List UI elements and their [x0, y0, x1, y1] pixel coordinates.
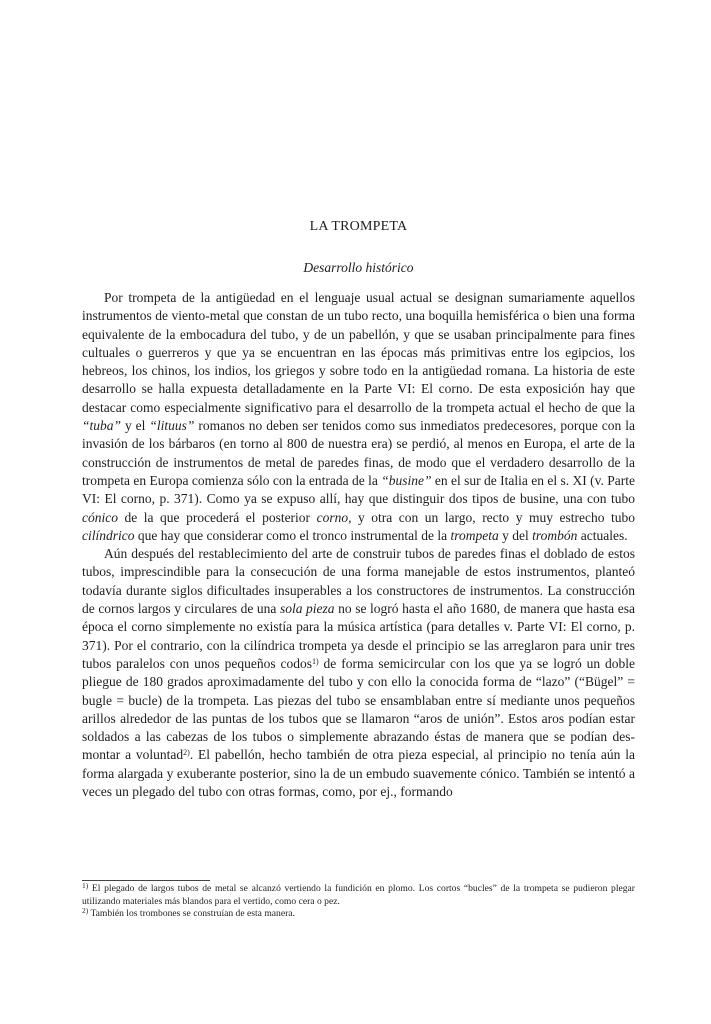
italic-run: sola pieza: [279, 601, 335, 617]
footnote-mark: 1): [82, 881, 89, 890]
text-run: y el: [121, 418, 150, 434]
footnote-text: También los trombones se construían de esta manera.: [90, 908, 295, 920]
text-run: de forma semicircular con los que ya se logró un doble pliegue de 180 grados aproximadamente del tubo y con ello la conocida forma de “lazo” (“Bügel” = bugle = bucle) de la trompeta. Las piezas del tubo se ensamblaban entre sí mediante unos pequeños arillos alrededor de las puntas de los tubos que se llamaron “aros de unión”. Estos aros podían estar soldados a las cabezas de los tubos o simplemente abrazando éstas de manera que se podían desmontar a voluntad: [82, 655, 635, 763]
text-run: . El pabellón, hecho también de otra pieza especial, al principio no tenía aún la forma alargada y exuberante posterior, sino la de un embudo suavemente cónico. También se intentó a veces un plegado del tubo con otras formas, como, por ej., formando: [82, 747, 635, 800]
paragraph: [82, 545, 635, 801]
paragraph: [82, 289, 635, 545]
italic-run: trompeta: [450, 527, 499, 543]
italic-run: trombón: [532, 527, 578, 543]
footnote: [82, 908, 635, 921]
text-run: en el sur de Italia en el s. XI (v. Parte VI: El corno, p. 371). Como ya se expuso allí, hay que distinguir dos tipos de busine, una con tubo: [82, 472, 635, 507]
footnote-divider: [82, 880, 210, 881]
italic-run: “busine”: [381, 472, 432, 488]
section-subtitle: Desarrollo histórico: [303, 260, 414, 275]
footnote-ref: 2): [183, 748, 190, 758]
body-text: [82, 289, 635, 801]
text-run: actuales.: [577, 527, 628, 543]
text-run: que hay que considerar como el tronco instrumental de la: [134, 527, 451, 543]
footnote: [82, 883, 635, 908]
italic-run: “lituus”: [149, 418, 195, 434]
text-run: romanos no deben ser tenidos como sus inmediatos predecesores, porque con la invasión de los bárbaros (en torno al 800 de nuestra era) se perdió, al menos en Europa, el arte de la construcción de instrumentos de metal de paredes finas, de modo que el verdadero desarrollo de la trompeta en Europa comienza sólo con la entrada de la: [82, 418, 635, 488]
italic-run: corno,: [316, 509, 352, 525]
text-run: y otra con un largo, recto y muy estrecho tubo: [351, 509, 635, 525]
text-run: de la que procederá el posterior: [118, 509, 317, 525]
footnote-text: El plegado de largos tubos de metal se alcanzó vertiendo la fundición en plomo. Los cortos “bucles” de la trompeta se pudieron plegar utilizando materiales más blandos para el vertido, como cera o pez.: [82, 883, 635, 907]
italic-run: cilíndrico: [82, 527, 135, 543]
page-title: LA TROMPETA: [309, 219, 408, 234]
text-run: no se logró hasta el año 1680, de manera que hasta esa época el corno simplemente no existía para la música artística (para detalles v. Parte VI: El corno, p. 371). Por el contrario, con la cilíndrica trompeta ya desde el principio se las arreglaron para unir tres tubos paralelos con unos pequeños codos: [82, 601, 635, 671]
footnotes: [82, 883, 635, 921]
text-run: Aún después del restablecimiento del arte de construir tubos de paredes finas el doblado de estos tubos, imprescindible para la consecución de una forma manejable de estos instrumentos, planteó todavía durante siglos dificultades insuperables a los constructores de instrumentos. La construcción de cornos largos y circulares de una: [82, 546, 635, 617]
italic-run: “tuba”: [82, 418, 122, 434]
italic-run: cónico: [82, 509, 118, 525]
text-run: Por trompeta de la antigüedad en el lenguaje usual actual se designan sumariamente aquellos instrumentos de viento-metal que constan de un tubo recto, una boquilla hemisférica o bien una forma equivalente de la embocadura del tubo, y de un pabellón, y que se usaban principalmente para fines cultuales o guerreros y que ya se encuentran en las épocas más primitivas entre los egipcios, los hebreos, los chinos, los indios, los griegos y sobre todo en la antigüedad romana. La historia de este desarrollo se halla expuesta detalladamente en la Parte VI: El corno. De esta exposición hay que destacar como especialmente significativo para el desarrollo de la trompeta actual el hecho de que la: [82, 290, 635, 415]
footnote-ref: 1): [311, 656, 319, 666]
footnote-mark: 2): [82, 906, 89, 916]
text-run: y del: [498, 527, 533, 543]
